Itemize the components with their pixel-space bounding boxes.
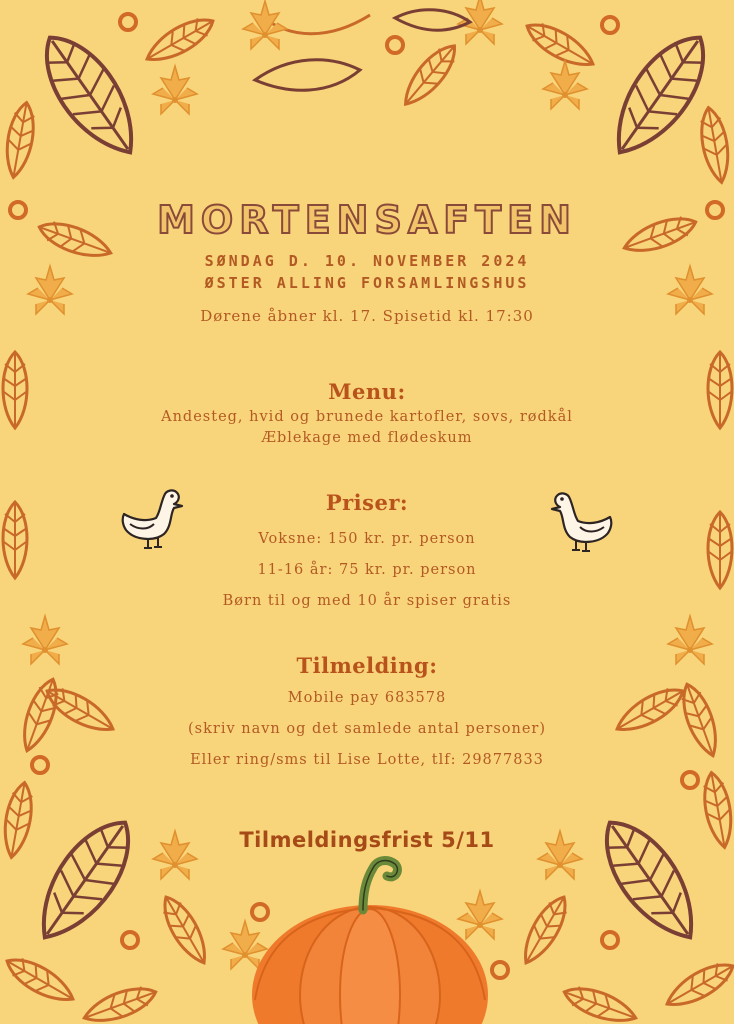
menu-item: Æblekage med flødeskum [261, 430, 473, 446]
price-line: Voksne: 150 kr. pr. person [258, 531, 476, 547]
event-venue: ØSTER ALLING FORSAMLINGSHUS [204, 274, 530, 292]
price-line: Børn til og med 10 år spiser gratis [222, 593, 512, 609]
signup-heading: Tilmelding: [296, 653, 438, 678]
event-title: MORTENSAFTEN [157, 198, 577, 242]
event-date: SØNDAG D. 10. NOVEMBER 2024 [204, 252, 530, 270]
menu-item: Andesteg, hvid og brunede kartofler, sovs, rødkål [161, 409, 573, 425]
signup-deadline: Tilmeldingsfrist 5/11 [239, 828, 495, 852]
signup-line: (skriv navn og det samlede antal personer) [188, 721, 546, 737]
signup-line: Mobile pay 683578 [287, 690, 447, 706]
menu-heading: Menu: [328, 379, 406, 404]
prices-heading: Priser: [325, 490, 409, 515]
pumpkin-icon [245, 850, 495, 1024]
price-line: 11-16 år: 75 kr. pr. person [257, 562, 477, 578]
signup-line: Eller ring/sms til Lise Lotte, tlf: 29877833 [190, 752, 544, 768]
doors-time: Dørene åbner kl. 17. Spisetid kl. 17:30 [200, 307, 534, 325]
